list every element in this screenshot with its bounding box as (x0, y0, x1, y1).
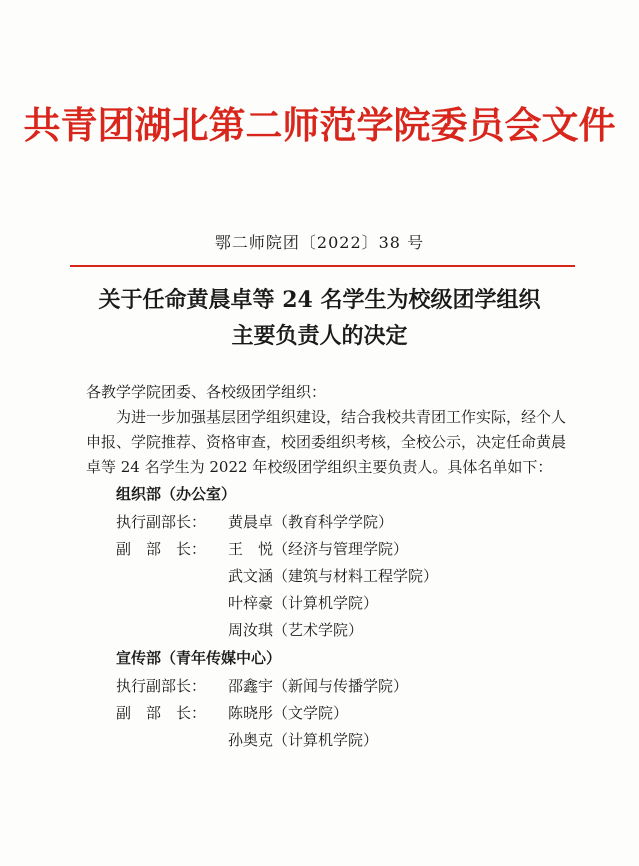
appointment-row (86, 563, 566, 590)
role-label (116, 590, 228, 617)
role-label: 执行副部长： (116, 677, 207, 695)
department-publicity (86, 644, 566, 754)
document-body (86, 380, 566, 754)
decision-paragraph: 为进一步加强基层团学组织建设，结合我校共青团工作实际，经个人申报、学院推荐、资格审查，校团委组织考核，全校公示，决定任命黄晨卓等 24 名学生为 2022 年校级团学组织主要负责人。具体名单如下： (86, 408, 567, 476)
document-number: 鄂二师院团〔2022〕38 号 (214, 233, 425, 252)
appointment-row (86, 673, 566, 700)
red-separator-line (70, 265, 575, 267)
appointment-row (86, 700, 566, 727)
role-label: 执行副部长： (116, 513, 207, 531)
masthead: 共青团湖北第二师范学院委员会文件 (23, 103, 616, 147)
role-label (116, 727, 228, 754)
role-label: 副 部 长： (116, 704, 207, 722)
role-label (116, 563, 228, 590)
department-heading: 宣传部（青年传媒中心） (116, 649, 282, 667)
appointment-row (86, 590, 566, 617)
appointee: 邵鑫宇（新闻与传播学院） (228, 677, 409, 695)
department-organization (86, 480, 566, 644)
salutation: 各教学学院团委、各校级团学组织： (86, 383, 327, 401)
appointment-row (86, 536, 566, 563)
role-label: 副 部 长： (116, 540, 207, 558)
appointee: 陈晓彤（文学院） (228, 704, 349, 722)
appointee: 孙奥克（计算机学院） (228, 731, 379, 749)
title-line-1: 关于任命黄晨卓等 24 名学生为校级团学组织 (98, 287, 541, 313)
role-label (116, 617, 228, 644)
appointee: 叶梓豪（计算机学院） (228, 594, 379, 612)
appointment-row (86, 509, 566, 536)
appointee: 周汝琪（艺术学院） (228, 621, 364, 639)
title-line-2: 主要负责人的决定 (231, 323, 408, 349)
appointment-row (86, 617, 566, 644)
appointment-row (86, 727, 566, 754)
appointee: 王 悦（经济与管理学院） (228, 540, 409, 558)
appointee: 武文涵（建筑与材料工程学院） (228, 567, 439, 585)
appointee: 黄晨卓（教育科学学院） (228, 513, 394, 531)
department-heading: 组织部（办公室） (116, 485, 237, 503)
document-title (40, 282, 599, 354)
